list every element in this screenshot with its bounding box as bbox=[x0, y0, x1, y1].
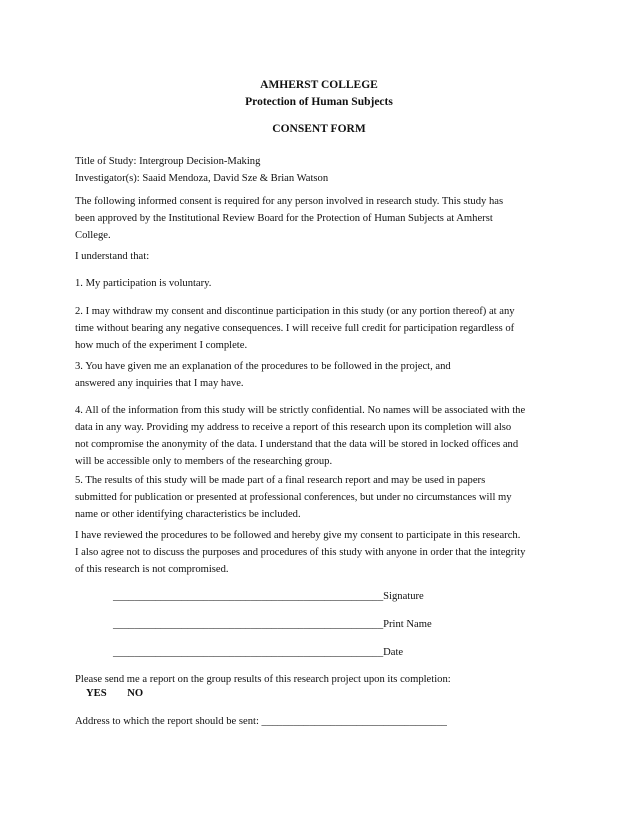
intro-line: College. bbox=[75, 230, 111, 241]
item-line: will be accessible only to members of the researching group. bbox=[75, 456, 333, 467]
study-investigators: Investigator(s): Saaid Mendoza, David Sze & Brian Watson bbox=[75, 173, 329, 184]
intro-line: been approved by the Institutional Review Board for the Protection of Human Subjects at Amherst bbox=[75, 213, 493, 224]
consent-item-2 bbox=[75, 303, 575, 354]
item-line: submitted for publication or presented at professional conferences, but under no circumstances will my bbox=[75, 492, 512, 503]
report-options bbox=[86, 685, 161, 702]
signature-field[interactable]: ___________________________________________________Signature bbox=[113, 591, 424, 602]
intro-paragraph bbox=[75, 193, 575, 244]
yes-option[interactable]: YES bbox=[86, 688, 107, 699]
closing-line: I have reviewed the procedures to be followed and hereby give my consent to participate in this research. bbox=[75, 530, 521, 541]
address-field[interactable] bbox=[75, 713, 575, 730]
item-line: how much of the experiment I complete. bbox=[75, 340, 248, 351]
no-option[interactable]: NO bbox=[127, 688, 144, 699]
consent-item-4 bbox=[75, 402, 575, 470]
item-line: 5. The results of this study will be made part of a final research report and may be used in papers bbox=[75, 475, 486, 486]
intro-line: The following informed consent is required for any person involved in research study. This study has bbox=[75, 196, 504, 207]
institution-heading: AMHERST COLLEGE bbox=[260, 79, 378, 91]
item-line: 1. My participation is voluntary. bbox=[75, 278, 212, 289]
address-line[interactable]: Address to which the report should be sent: ___________________________________ bbox=[75, 716, 447, 727]
consent-item-1 bbox=[75, 275, 575, 292]
understand-label bbox=[75, 248, 575, 265]
item-line: time without bearing any negative consequences. I will receive full credit for participation regardless of bbox=[75, 323, 515, 334]
study-title: Title of Study: Intergroup Decision-Making bbox=[75, 156, 261, 167]
closing-line: I also agree not to discuss the purposes and procedures of this study with anyone in order that the integrity bbox=[75, 547, 526, 558]
form-title: CONSENT FORM bbox=[272, 123, 366, 135]
closing-line: of this research is not compromised. bbox=[75, 564, 229, 575]
study-info bbox=[75, 153, 575, 187]
item-line: answered any inquiries that I may have. bbox=[75, 378, 244, 389]
item-line: name or other identifying characteristics be included. bbox=[75, 509, 301, 520]
item-line: not compromise the anonymity of the data. I understand that the data will be stored in locked offices and bbox=[75, 439, 519, 450]
understand-label-text: I understand that: bbox=[75, 251, 150, 262]
item-line: 3. You have given me an explanation of the procedures to be followed in the project, and bbox=[75, 361, 451, 372]
date-field[interactable]: ___________________________________________________Date bbox=[113, 647, 404, 658]
print-name-field[interactable]: ___________________________________________________Print Name bbox=[113, 619, 432, 630]
committee-heading: Protection of Human Subjects bbox=[245, 96, 393, 108]
report-request-text: Please send me a report on the group results of this research project upon its completion: bbox=[75, 674, 451, 685]
item-line: 4. All of the information from this study will be strictly confidential. No names will be associated with the bbox=[75, 405, 526, 416]
item-line: 2. I may withdraw my consent and discontinue participation in this study (or any portion thereof) at any bbox=[75, 306, 515, 317]
consent-item-5 bbox=[75, 472, 575, 523]
consent-item-3 bbox=[75, 358, 575, 392]
item-line: data in any way. Providing my address to receive a report of this research upon its completion will also bbox=[75, 422, 512, 433]
closing-paragraph bbox=[75, 527, 575, 578]
